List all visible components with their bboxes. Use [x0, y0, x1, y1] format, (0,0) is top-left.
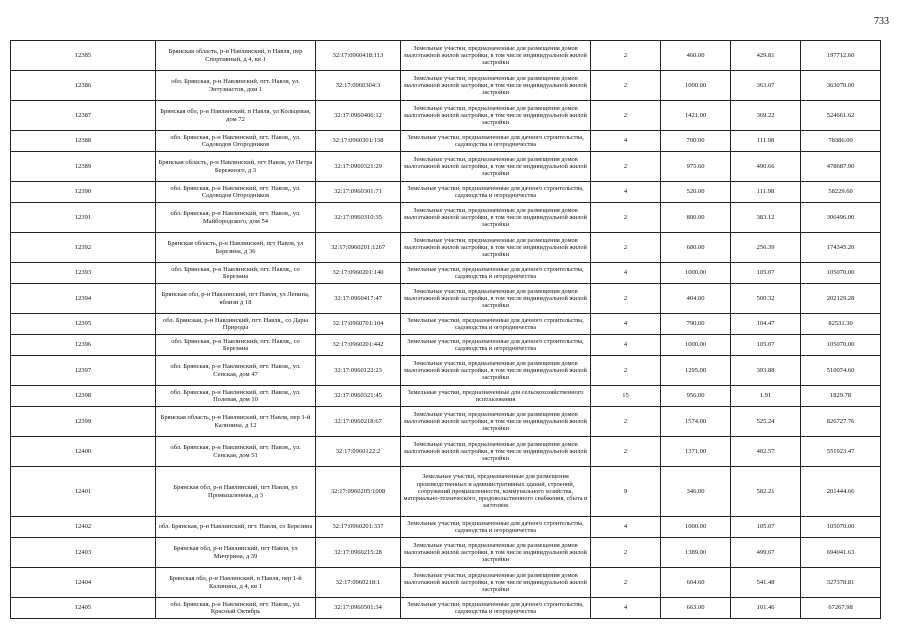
cadastral-number-cell: 32:17:0960218:1 [316, 568, 401, 598]
cadastral-number-cell: 32:17:0960122:2 [316, 437, 401, 467]
specific-value-cell: 402.57 [731, 437, 801, 467]
table-row [11, 568, 881, 598]
cadastral-value-cell: 306496.00 [801, 203, 881, 233]
table-row [11, 71, 881, 101]
land-category-cell: Земельные участки, предназначенные для размещения домов малоэтажной жилой застройки, в том числе индивидуальной жилой застройки [401, 152, 591, 182]
address-cell: обл. Брянская, р-н Навлинский, пгт. Навля, со Березина [156, 517, 316, 538]
area-cell: 956.00 [661, 386, 731, 407]
specific-value-cell: 1.91 [731, 386, 801, 407]
land-category-cell: Земельные участки, предназначенные для дачного строительства, садоводства и огородничества [401, 598, 591, 619]
table-row [11, 314, 881, 335]
specific-value-cell: 104.47 [731, 314, 801, 335]
table-row [11, 101, 881, 131]
cadastral-value-cell: 478687.90 [801, 152, 881, 182]
table-row [11, 356, 881, 386]
group-number-cell: 2 [591, 71, 661, 101]
cadastral-number-cell: 32:17:0960321:29 [316, 152, 401, 182]
land-category-cell: Земельные участки, предназначенные для размещения домов малоэтажной жилой застройки, в том числе индивидуальной жилой застройки [401, 538, 591, 568]
table-row [11, 467, 881, 517]
cadastral-value-cell: 826727.76 [801, 407, 881, 437]
group-number-cell: 2 [591, 568, 661, 598]
cadastral-number-cell: 32:17:0960310:35 [316, 203, 401, 233]
row-number: 12387 [11, 101, 156, 131]
cadastral-number-cell: 32:17:0960301:71 [316, 182, 401, 203]
area-cell: 1574.00 [661, 407, 731, 437]
land-category-cell: Земельные участки, предназначенные для размещения домов малоэтажной жилой застройки, в том числе индивидуальной жилой застройки [401, 568, 591, 598]
cadastral-number-cell: 32:17:0960304:3 [316, 71, 401, 101]
table-row [11, 182, 881, 203]
specific-value-cell: 111.98 [731, 182, 801, 203]
specific-value-cell: 429.81 [731, 41, 801, 71]
land-category-cell: Земельные участки, предназначенные для дачного строительства, садоводства и огородничества [401, 182, 591, 203]
cadastral-number-cell: 32:17:0960201:337 [316, 517, 401, 538]
address-cell: обл. Брянская, р-н Навлинский, пгт. Навля, ул. Энтузиастов, дом 1 [156, 71, 316, 101]
address-cell: Брянская обл, р-н Навлинский, пгт Навля, ул Мичурина, д 39 [156, 538, 316, 568]
area-cell: 460.00 [661, 41, 731, 71]
row-number: 12404 [11, 568, 156, 598]
specific-value-cell: 105.07 [731, 335, 801, 356]
cadastral-number-cell: 32:17:0960201:1267 [316, 233, 401, 263]
area-cell: 680.00 [661, 233, 731, 263]
cadastral-number-cell: 32:17:0960321:45 [316, 386, 401, 407]
land-category-cell: Земельные участки, предназначенные для дачного строительства, садоводства и огородничества [401, 517, 591, 538]
row-number: 12390 [11, 182, 156, 203]
table-row [11, 335, 881, 356]
table-row [11, 41, 881, 71]
table-row [11, 407, 881, 437]
specific-value-cell: 525.24 [731, 407, 801, 437]
group-number-cell: 2 [591, 152, 661, 182]
row-number: 12392 [11, 233, 156, 263]
cadastral-value-cell: 67267.98 [801, 598, 881, 619]
specific-value-cell: 393.88 [731, 356, 801, 386]
group-number-cell: 2 [591, 437, 661, 467]
area-cell: 1421.00 [661, 101, 731, 131]
cadastral-number-cell: 32:17:0960201:442 [316, 335, 401, 356]
land-category-cell: Земельные участки, предназначенные для сельскохозяйственного использования [401, 386, 591, 407]
address-cell: Брянская обл, р-н Навлинский, п Навля, пер 1-й Калинина, д 4, кв 1 [156, 568, 316, 598]
cadastral-number-cell: 32:17:0960417:47 [316, 284, 401, 314]
area-cell: 1371.00 [661, 437, 731, 467]
area-cell: 346.00 [661, 467, 731, 517]
specific-value-cell: 541.48 [731, 568, 801, 598]
address-cell: Брянская обл, р-н Навлинский, пгт Навля, ул Ленина, вблизи д 18 [156, 284, 316, 314]
address-cell: обл. Брянская, р-н Навлинский, пгт. Навля,, со Дары Природы [156, 314, 316, 335]
group-number-cell: 2 [591, 284, 661, 314]
cadastral-value-cell: 78386.00 [801, 131, 881, 152]
cadastral-value-cell: 197712.60 [801, 41, 881, 71]
specific-value-cell: 363.07 [731, 71, 801, 101]
row-number: 12400 [11, 437, 156, 467]
row-number: 12385 [11, 41, 156, 71]
specific-value-cell: 499.67 [731, 538, 801, 568]
area-cell: 1000.00 [661, 71, 731, 101]
group-number-cell: 2 [591, 233, 661, 263]
row-number: 12393 [11, 263, 156, 284]
address-cell: Брянская область, р-н Навлинский, пгт Навля, ул Березина, д 36 [156, 233, 316, 263]
land-category-cell: Земельные участки, предназначенные для дачного строительства, садоводства и огородничества [401, 335, 591, 356]
land-category-cell: Земельные участки, предназначенные для дачного строительства, садоводства и огородничества [401, 263, 591, 284]
area-cell: 1295.00 [661, 356, 731, 386]
cadastral-value-cell: 201444.66 [801, 467, 881, 517]
land-category-cell: Земельные участки, предназначенные для размещения домов малоэтажной жилой застройки, в том числе индивидуальной жилой застройки [401, 233, 591, 263]
cadastral-number-cell: 32:17:0960215:28 [316, 538, 401, 568]
address-cell: Брянская область, р-н Навлинский, пгт Навля, ул Петра Бережного, д 3 [156, 152, 316, 182]
area-cell: 1389.00 [661, 538, 731, 568]
area-cell: 790.00 [661, 314, 731, 335]
area-cell: 700.00 [661, 131, 731, 152]
cadastral-value-cell: 510074.60 [801, 356, 881, 386]
address-cell: Брянская обл, р-н Навлинский, п Навля, ул Кольцевая, дом 72 [156, 101, 316, 131]
land-category-cell: Земельные участки, предназначенные для размещения домов малоэтажной жилой застройки, в том числе индивидуальной жилой застройки [401, 284, 591, 314]
group-number-cell: 4 [591, 314, 661, 335]
area-cell: 1000.00 [661, 517, 731, 538]
specific-value-cell: 111.98 [731, 131, 801, 152]
cadastral-value-cell: 363070.00 [801, 71, 881, 101]
address-cell: обл. Брянская, р-н Навлинский, пгт. Навля,, ул. Красный Октябрь [156, 598, 316, 619]
address-cell: обл. Брянская, р-н Навлинский, пгт. Навля,, ул. Сенская, дом 51 [156, 437, 316, 467]
address-cell: Брянская обл, р-н Навлинский, пгт Навля, ул Промышленная, д 3 [156, 467, 316, 517]
group-number-cell: 2 [591, 407, 661, 437]
row-number: 12401 [11, 467, 156, 517]
row-number: 12386 [11, 71, 156, 101]
group-number-cell: 2 [591, 41, 661, 71]
land-category-cell: Земельные участки, предназначенные для дачного строительства, садоводства и огородничества [401, 131, 591, 152]
cadastral-number-cell: 32:17:0960418:113 [316, 41, 401, 71]
area-cell: 520.00 [661, 182, 731, 203]
row-number: 12403 [11, 538, 156, 568]
cadastral-value-cell: 82531.30 [801, 314, 881, 335]
cadastral-number-cell: 32:17:0960406:12 [316, 101, 401, 131]
area-cell: 1000.00 [661, 263, 731, 284]
cadastral-value-cell: 58229.60 [801, 182, 881, 203]
cadastral-number-cell: 32:17:0960122:23 [316, 356, 401, 386]
group-number-cell: 4 [591, 131, 661, 152]
table-row [11, 152, 881, 182]
group-number-cell: 4 [591, 335, 661, 356]
cadastral-number-cell: 32:17:0960701:104 [316, 314, 401, 335]
address-cell: обл. Брянская, р-н Навлинский, пгт. Навля,, ул. Сенская, дом 47 [156, 356, 316, 386]
group-number-cell: 4 [591, 263, 661, 284]
row-number: 12399 [11, 407, 156, 437]
cadastral-value-cell: 1829.78 [801, 386, 881, 407]
address-cell: обл. Брянская, р-н Навлинский, пгт. Навля,, ул. Полевая, дом 10 [156, 386, 316, 407]
land-category-cell: Земельные участки, предназначенные для размещения домов малоэтажной жилой застройки, в том числе индивидуальной жилой застройки [401, 71, 591, 101]
table-row [11, 538, 881, 568]
table-row [11, 284, 881, 314]
cadastral-value-cell: 202129.28 [801, 284, 881, 314]
cadastral-value-cell: 105070.00 [801, 517, 881, 538]
row-number: 12396 [11, 335, 156, 356]
row-number: 12402 [11, 517, 156, 538]
cadastral-value-cell: 105070.00 [801, 263, 881, 284]
group-number-cell: 15 [591, 386, 661, 407]
area-cell: 404.00 [661, 284, 731, 314]
address-cell: обл. Брянская, р-н Навлинский, пгт. Навля,, ул. Садоводов Огородников [156, 182, 316, 203]
group-number-cell: 4 [591, 598, 661, 619]
group-number-cell: 4 [591, 517, 661, 538]
row-number: 12397 [11, 356, 156, 386]
row-number: 12394 [11, 284, 156, 314]
group-number-cell: 2 [591, 101, 661, 131]
cadastral-number-cell: 32:17:0960205:1008 [316, 467, 401, 517]
specific-value-cell: 582.21 [731, 467, 801, 517]
group-number-cell: 9 [591, 467, 661, 517]
row-number: 12389 [11, 152, 156, 182]
specific-value-cell: 383.12 [731, 203, 801, 233]
table-row [11, 131, 881, 152]
specific-value-cell: 500.32 [731, 284, 801, 314]
cadastral-value-cell: 551923.47 [801, 437, 881, 467]
cadastral-value-cell: 105070.00 [801, 335, 881, 356]
table-row [11, 598, 881, 619]
specific-value-cell: 256.39 [731, 233, 801, 263]
specific-value-cell: 105.07 [731, 263, 801, 284]
specific-value-cell: 369.22 [731, 101, 801, 131]
area-cell: 604.60 [661, 568, 731, 598]
table-row [11, 203, 881, 233]
cadastral-value-cell: 174345.20 [801, 233, 881, 263]
cadastral-number-cell: 32:17:0960301:138 [316, 131, 401, 152]
land-category-cell: Земельные участки, предназначенные для размещения домов малоэтажной жилой застройки, в том числе индивидуальной жилой застройки [401, 203, 591, 233]
row-number: 12391 [11, 203, 156, 233]
land-category-cell: Земельные участки, предназначенные для размещения домов малоэтажной жилой застройки, в том числе индивидуальной жилой застройки [401, 101, 591, 131]
row-number: 12395 [11, 314, 156, 335]
specific-value-cell: 490.66 [731, 152, 801, 182]
group-number-cell: 2 [591, 203, 661, 233]
table-row [11, 386, 881, 407]
cadastral-value-cell: 694041.63 [801, 538, 881, 568]
table-body [11, 41, 881, 619]
land-category-cell: Земельные участки, предназначенные для размещения производственных и административных зданий, строений, сооружений промышленности, коммунального хозяйства, материально-технического, продовольственного снабжения, сбыта и заготовок [401, 467, 591, 517]
land-category-cell: Земельные участки, предназначенные для дачного строительства, садоводства и огородничества [401, 314, 591, 335]
address-cell: Брянская область, р-н Навлинский, пгт Навля, пер 1-й Калинина, д 12 [156, 407, 316, 437]
table-row [11, 517, 881, 538]
cadastral-value-cell: 524661.62 [801, 101, 881, 131]
group-number-cell: 2 [591, 538, 661, 568]
land-category-cell: Земельные участки, предназначенные для размещения домов малоэтажной жилой застройки, в том числе индивидуальной жилой застройки [401, 41, 591, 71]
group-number-cell: 4 [591, 182, 661, 203]
area-cell: 1000.00 [661, 335, 731, 356]
address-cell: обл. Брянская, р-н Навлинский, пгт. Навля,, ул. Майбородского, дом 54 [156, 203, 316, 233]
address-cell: обл. Брянская, р-н Навлинский, пгт. Навля,, со Березина [156, 335, 316, 356]
area-cell: 975.60 [661, 152, 731, 182]
row-number: 12388 [11, 131, 156, 152]
group-number-cell: 2 [591, 356, 661, 386]
address-cell: обл. Брянская, р-н Навлинский, пгт. Навля,, со Березина [156, 263, 316, 284]
land-category-cell: Земельные участки, предназначенные для размещения домов малоэтажной жилой застройки, в том числе индивидуальной жилой застройки [401, 407, 591, 437]
table-row [11, 233, 881, 263]
area-cell: 663.00 [661, 598, 731, 619]
cadastral-value-table [10, 40, 881, 619]
page-number: 733 [874, 16, 889, 27]
address-cell: обл. Брянская, р-н Навлинский, пгт. Навля,, ул. Садоводов Огородников [156, 131, 316, 152]
address-cell: Брянская область, р-н Навлинский, п Навля, пер Спортивный, д 4, кв 1 [156, 41, 316, 71]
land-category-cell: Земельные участки, предназначенные для размещения домов малоэтажной жилой застройки, в том числе индивидуальной жилой застройки [401, 356, 591, 386]
cadastral-number-cell: 32:17:0960201:140 [316, 263, 401, 284]
cadastral-number-cell: 32:17:0960501:34 [316, 598, 401, 619]
cadastral-number-cell: 32:17:0960218:67 [316, 407, 401, 437]
specific-value-cell: 101.46 [731, 598, 801, 619]
specific-value-cell: 105.07 [731, 517, 801, 538]
table-row [11, 437, 881, 467]
land-category-cell: Земельные участки, предназначенные для размещения домов малоэтажной жилой застройки, в том числе индивидуальной жилой застройки [401, 437, 591, 467]
area-cell: 800.00 [661, 203, 731, 233]
row-number: 12398 [11, 386, 156, 407]
row-number: 12405 [11, 598, 156, 619]
cadastral-value-cell: 327378.81 [801, 568, 881, 598]
table-row [11, 263, 881, 284]
